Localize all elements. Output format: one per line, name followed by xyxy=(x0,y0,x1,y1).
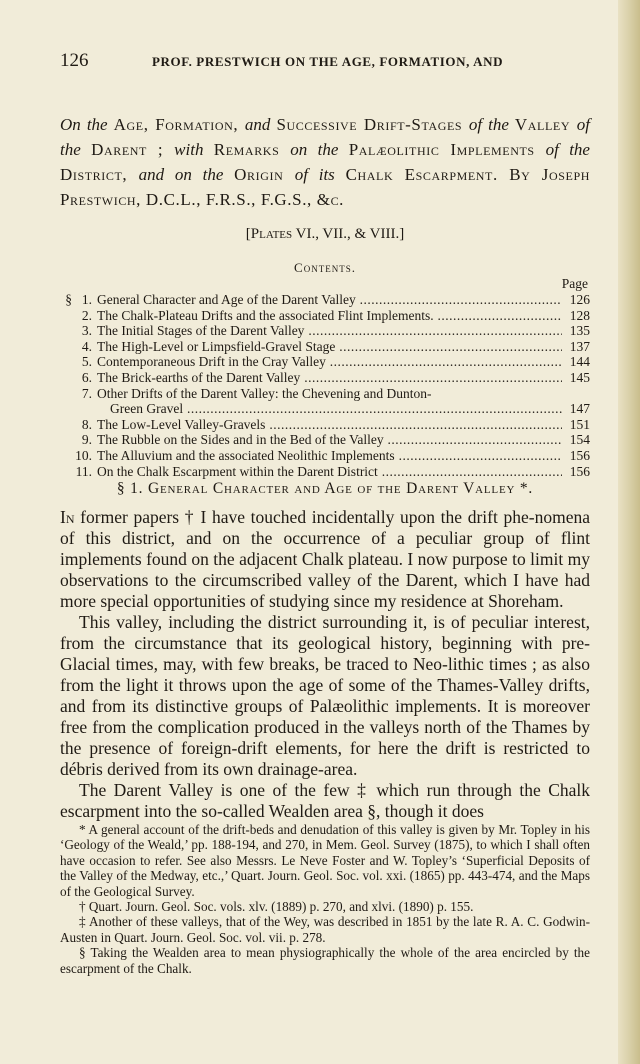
paragraph-2: This valley, including the district surrounding it, is of peculiar interest, from the circumstance that its geological history, beginning with pre-Glacial times, may, with few breaks, be traced to Neo-lithic times ; as also from the light it throws upon the age of some of the Thames-Valley drifts, and from its distinctive groups of Palæolithic implements. It is moreover free from the complication produced in the valleys north of the Thames by the presence of foreign-drift elements, for here the drift is restricted to débris derived from its own drainage-area. xyxy=(60,612,590,779)
toc-entry xyxy=(60,417,590,433)
title-fragment: and xyxy=(244,115,277,134)
toc-entry-title: General Character and Age of the Darent Valley ..... xyxy=(97,292,569,308)
title-fragment: Age, Formation, xyxy=(113,115,245,134)
toc-entry-page: 144 xyxy=(562,354,590,370)
title-fragment: Origin xyxy=(234,165,295,184)
toc-section-mark: § xyxy=(65,292,72,307)
toc-entry-title: On the Chalk Escarpment within the Darent District ..... xyxy=(97,464,569,480)
article-title xyxy=(60,112,590,212)
toc-entry-number: 7. xyxy=(81,385,92,401)
title-fragment: on the xyxy=(290,140,349,159)
lead-word: In xyxy=(60,507,75,527)
page-edge-shadow xyxy=(618,0,640,1064)
title-fragment: Successive Drift-Stages xyxy=(276,115,469,134)
toc-entry-number: 4. xyxy=(81,338,92,354)
title-fragment: Palæolithic Implements xyxy=(348,140,546,159)
footnotes xyxy=(60,822,590,976)
title-fragment: Remarks xyxy=(213,140,291,159)
plates-reference: [Plates VI., VII., & VIII.] xyxy=(245,226,405,242)
toc-entry-title: Other Drifts of the Darent Valley: the Chevening and Dunton- xyxy=(97,385,432,401)
toc-entry-number: 9. xyxy=(81,432,92,448)
section-heading: § 1. General Character and Age of the Darent Valley *. xyxy=(116,480,534,497)
toc-entry-page: 156 xyxy=(562,464,590,480)
title-fragment: and on the xyxy=(138,165,235,184)
paragraph-1 xyxy=(60,507,590,612)
toc-entry-title: The Alluvium and the associated Neolithic Implements ..... xyxy=(97,448,569,464)
running-head-title: PROF. PRESTWICH ON THE AGE, FORMATION, AND xyxy=(152,54,504,69)
title-fragment: Chalk Escarpment. xyxy=(345,165,510,184)
title-fragment: Valley xyxy=(514,115,577,134)
toc-entry xyxy=(60,386,590,417)
paragraph-1-text: former papers † I have touched incidentally upon the drift phe-nomena of this district, and on the occurrence of a peculiar group of flint implements found on the adjacent Chalk plateau. I now purpose to limit my observations to the circumscribed valley of the Darent, which I have had more special opportunities of studying since my residence at Shoreham. xyxy=(60,507,590,611)
toc-entry xyxy=(60,339,590,355)
title-fragment: with xyxy=(174,140,214,159)
toc-entry xyxy=(60,432,590,448)
toc-entry-number: 11. xyxy=(75,463,92,479)
toc-entry-title: The Rubble on the Sides and in the Bed of the Valley ..... xyxy=(97,432,569,448)
toc-entry-page: 151 xyxy=(562,417,590,433)
toc-entry-page: 126 xyxy=(562,292,590,308)
table-of-contents xyxy=(60,292,590,479)
footnote-2: † Quart. Journ. Geol. Soc. vols. xlv. (1889) p. 270, and xlvi. (1890) p. 155. xyxy=(79,899,474,915)
toc-entry xyxy=(60,464,590,480)
toc-entry-number: 10. xyxy=(75,447,92,463)
paragraph-3: The Darent Valley is one of the few ‡ which run through the Chalk escarpment into the so-called Wealden area §, though it does xyxy=(60,780,590,821)
toc-entry xyxy=(60,323,590,339)
toc-entry-title: Contemporaneous Drift in the Cray Valley ..... xyxy=(97,354,569,370)
title-fragment: Darent ; xyxy=(91,140,175,159)
title-fragment: of the xyxy=(60,115,590,159)
footnote-1: * A general account of the drift-beds and denudation of this valley is given by Mr. Topley in his ‘Geology of the Weald,’ pp. 188-194, and 270, in Mem. Geol. Survey (1875), to which I shall often have occasion to refer. See also Messrs. Le Neve Foster and W. Topley’s ‘Superficial Deposits of the Valley of the Medway, etc.,’ Quart. Journ. Geol. Soc. vol. xxi. (1865) pp. 443-474, and the Maps of the Geological Survey. xyxy=(60,822,590,899)
title-fragment: of the xyxy=(468,115,515,134)
toc-entry xyxy=(60,292,590,308)
footnote-4: § Taking the Wealden area to mean physiographically the whole of the area encircled by the escarpment of the Chalk. xyxy=(60,945,590,976)
toc-entry-page: 128 xyxy=(562,308,590,324)
toc-entry-number: 8. xyxy=(81,416,92,432)
toc-entry-number: 2. xyxy=(81,307,92,323)
toc-entry-number: 1. xyxy=(81,292,92,307)
toc-entry-number: 6. xyxy=(81,369,92,385)
title-fragment: of the xyxy=(545,140,590,159)
toc-entry-number: 3. xyxy=(81,323,92,339)
toc-entry-title: The Initial Stages of the Darent Valley ..... xyxy=(97,323,569,339)
toc-entry-title: The Chalk-Plateau Drifts and the associated Flint Implements. ..... xyxy=(97,308,569,324)
toc-entry-title: The Low-Level Valley-Gravels ..... xyxy=(97,417,569,433)
title-fragment: On the xyxy=(60,115,114,134)
toc-entry xyxy=(60,448,590,464)
toc-entry-page: 135 xyxy=(562,323,590,339)
running-head xyxy=(60,50,590,74)
toc-entry-number: 5. xyxy=(81,354,92,370)
title-fragment: of its xyxy=(294,165,346,184)
toc-entry xyxy=(60,370,590,386)
toc-entry-page: 145 xyxy=(562,370,590,386)
toc-entry-page: 137 xyxy=(562,339,590,355)
toc-entry-page: 156 xyxy=(562,448,590,464)
footnote-3: ‡ Another of these valleys, that of the Wey, was described in 1851 by the late R. A. C. Godwin-Austen in Quart. Journ. Geol. Soc. vol. vii. p. 278. xyxy=(60,914,590,945)
toc-entry-page: 147 xyxy=(562,401,590,417)
contents-page-label: Page xyxy=(561,276,588,291)
page-number: 126 xyxy=(60,50,89,71)
section-body xyxy=(60,507,590,822)
toc-entry xyxy=(60,308,590,324)
toc-entry-title: The Brick-earths of the Darent Valley ..... xyxy=(97,370,569,386)
toc-entry-title-continuation: Green Gravel ..... xyxy=(110,401,570,417)
contents-heading: Contents. xyxy=(294,260,356,275)
toc-entry-title: The High-Level or Limpsfield-Gravel Stage ..... xyxy=(97,339,569,355)
toc-entry xyxy=(60,354,590,370)
title-fragment: By Joseph Prestwich, D.C.L., F.R.S., F.G.S., &c. xyxy=(60,165,590,209)
toc-entry-page: 154 xyxy=(562,432,590,448)
title-fragment: District, xyxy=(60,165,139,184)
